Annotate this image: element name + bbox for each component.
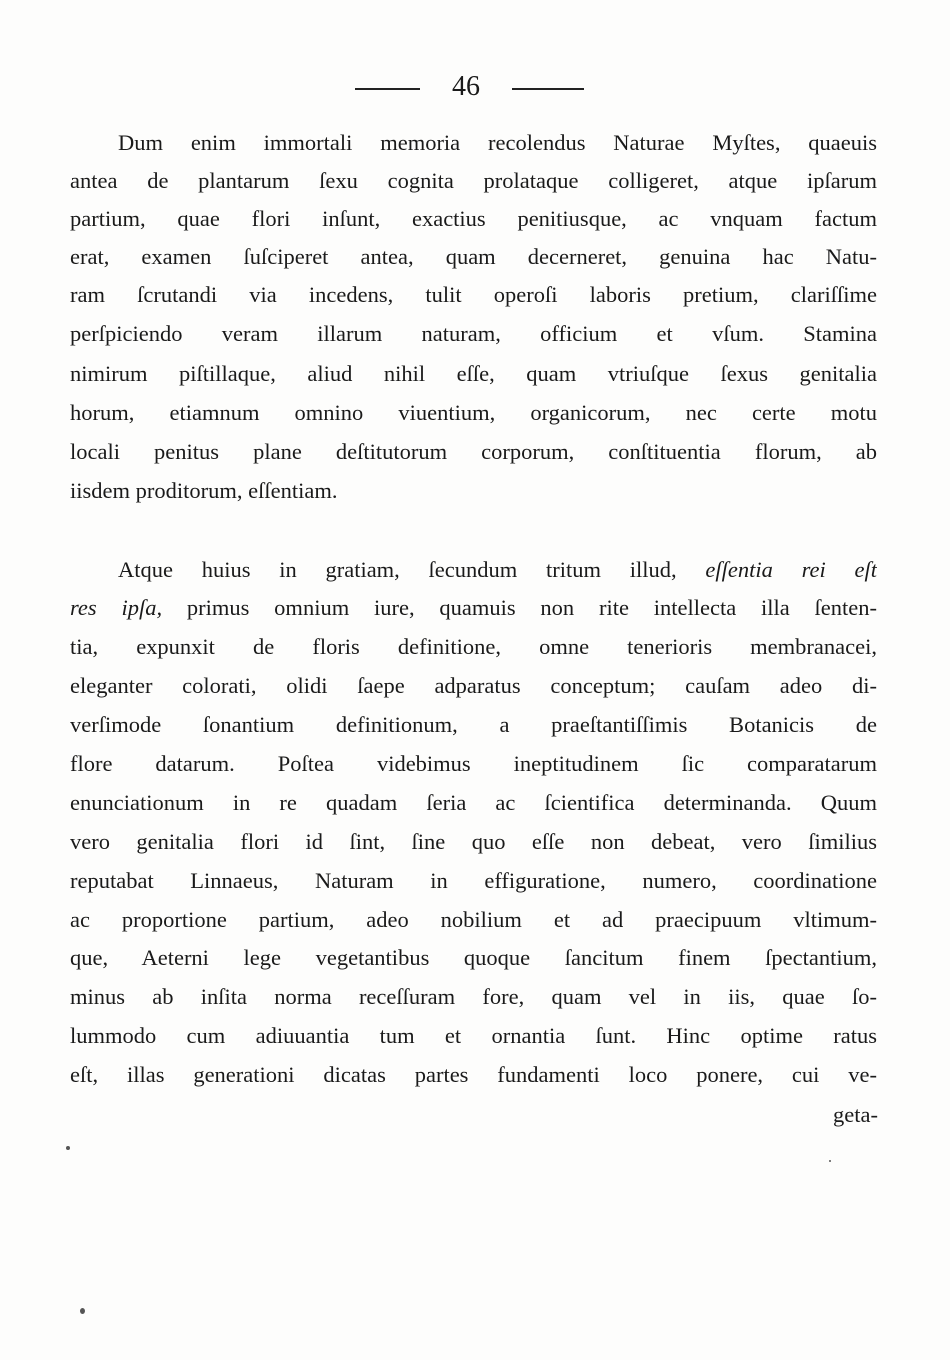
text-line: que, Aeterni lege vegetantibus quoque ſancitum finem ſpectantium, xyxy=(70,945,877,970)
italic-phrase: eſſentia rei eſt xyxy=(705,557,877,582)
text-line: perſpiciendo veram illarum naturam, officium et vſum. Stamina xyxy=(70,321,877,346)
text-line: horum, etiamnum omnino viuentium, organicorum, nec certe motu xyxy=(70,400,877,425)
text-line: enunciationum in re quadam ſeria ac ſcientifica determinanda. Quum xyxy=(70,790,877,815)
header-rule-left xyxy=(355,88,420,90)
text-run: primus omnium iure, quamuis non rite intellecta illa ſenten- xyxy=(186,595,877,620)
text-line: iisdem proditorum, eſſentiam. xyxy=(70,478,338,503)
ink-speck xyxy=(829,1160,831,1162)
text-line: reputabat Linnaeus, Naturam in effiguratione, numero, coordinatione xyxy=(70,868,877,893)
text-line: locali penitus plane deſtitutorum corporum, conſtituentia florum, ab xyxy=(70,439,877,464)
ink-speck xyxy=(66,1146,70,1150)
text-line: verſimode ſonantium definitionum, a praeſtantiſſimis Botanicis de xyxy=(70,712,877,737)
text-line: vero genitalia flori id ſint, ſine quo eſſe non debeat, vero ſimilius xyxy=(70,829,877,854)
text-line: minus ab inſita norma receſſuram fore, quam vel in iis, quae ſo- xyxy=(70,984,877,1009)
text-line: Dum enim immortali memoria recolendus Naturae Myſtes, quaeuis xyxy=(118,130,877,155)
text-line: partium, quae flori inſunt, exactius penitiusque, ac vnquam factum xyxy=(70,206,877,231)
text-line: tia, expunxit de floris definitione, omne tenerioris membranacei, xyxy=(70,634,877,659)
header-rule-right xyxy=(512,88,584,90)
text-line xyxy=(70,589,877,627)
text-line: ram ſcrutandi via incedens, tulit operoſi laboris pretium, clariſſime xyxy=(70,282,877,307)
text-line: lummodo cum adiuuantia tum et ornantia ſunt. Hinc optime ratus xyxy=(70,1023,877,1048)
text-line: eſt, illas generationi dicatas partes fundamenti loco ponere, cui ve- xyxy=(70,1062,877,1087)
ink-speck xyxy=(80,1308,85,1314)
text-line: antea de plantarum ſexu cognita prolataque colligeret, atque ipſarum xyxy=(70,168,877,193)
page-header xyxy=(0,70,950,104)
text-line: flore datarum. Poſtea videbimus ineptitudinem ſic comparatarum xyxy=(70,751,877,776)
italic-phrase: res ipſa, xyxy=(70,595,163,620)
catchword: geta- xyxy=(833,1102,878,1127)
text-line: erat, examen ſuſciperet antea, quam decerneret, genuina hac Natu- xyxy=(70,244,877,269)
text-line: ac proportione partium, adeo nobilium et ad praecipuum vltimum- xyxy=(70,907,877,932)
text-line: eleganter colorati, olidi ſaepe adparatus conceptum; cauſam adeo di- xyxy=(70,673,877,698)
text-run: Atque huius in gratiam, ſecundum tritum illud, xyxy=(118,557,677,582)
page-number: 46 xyxy=(452,71,480,102)
text-line xyxy=(118,551,877,589)
text-line: nimirum piſtillaque, aliud nihil eſſe, quam vtriuſque ſexus genitalia xyxy=(70,361,877,386)
